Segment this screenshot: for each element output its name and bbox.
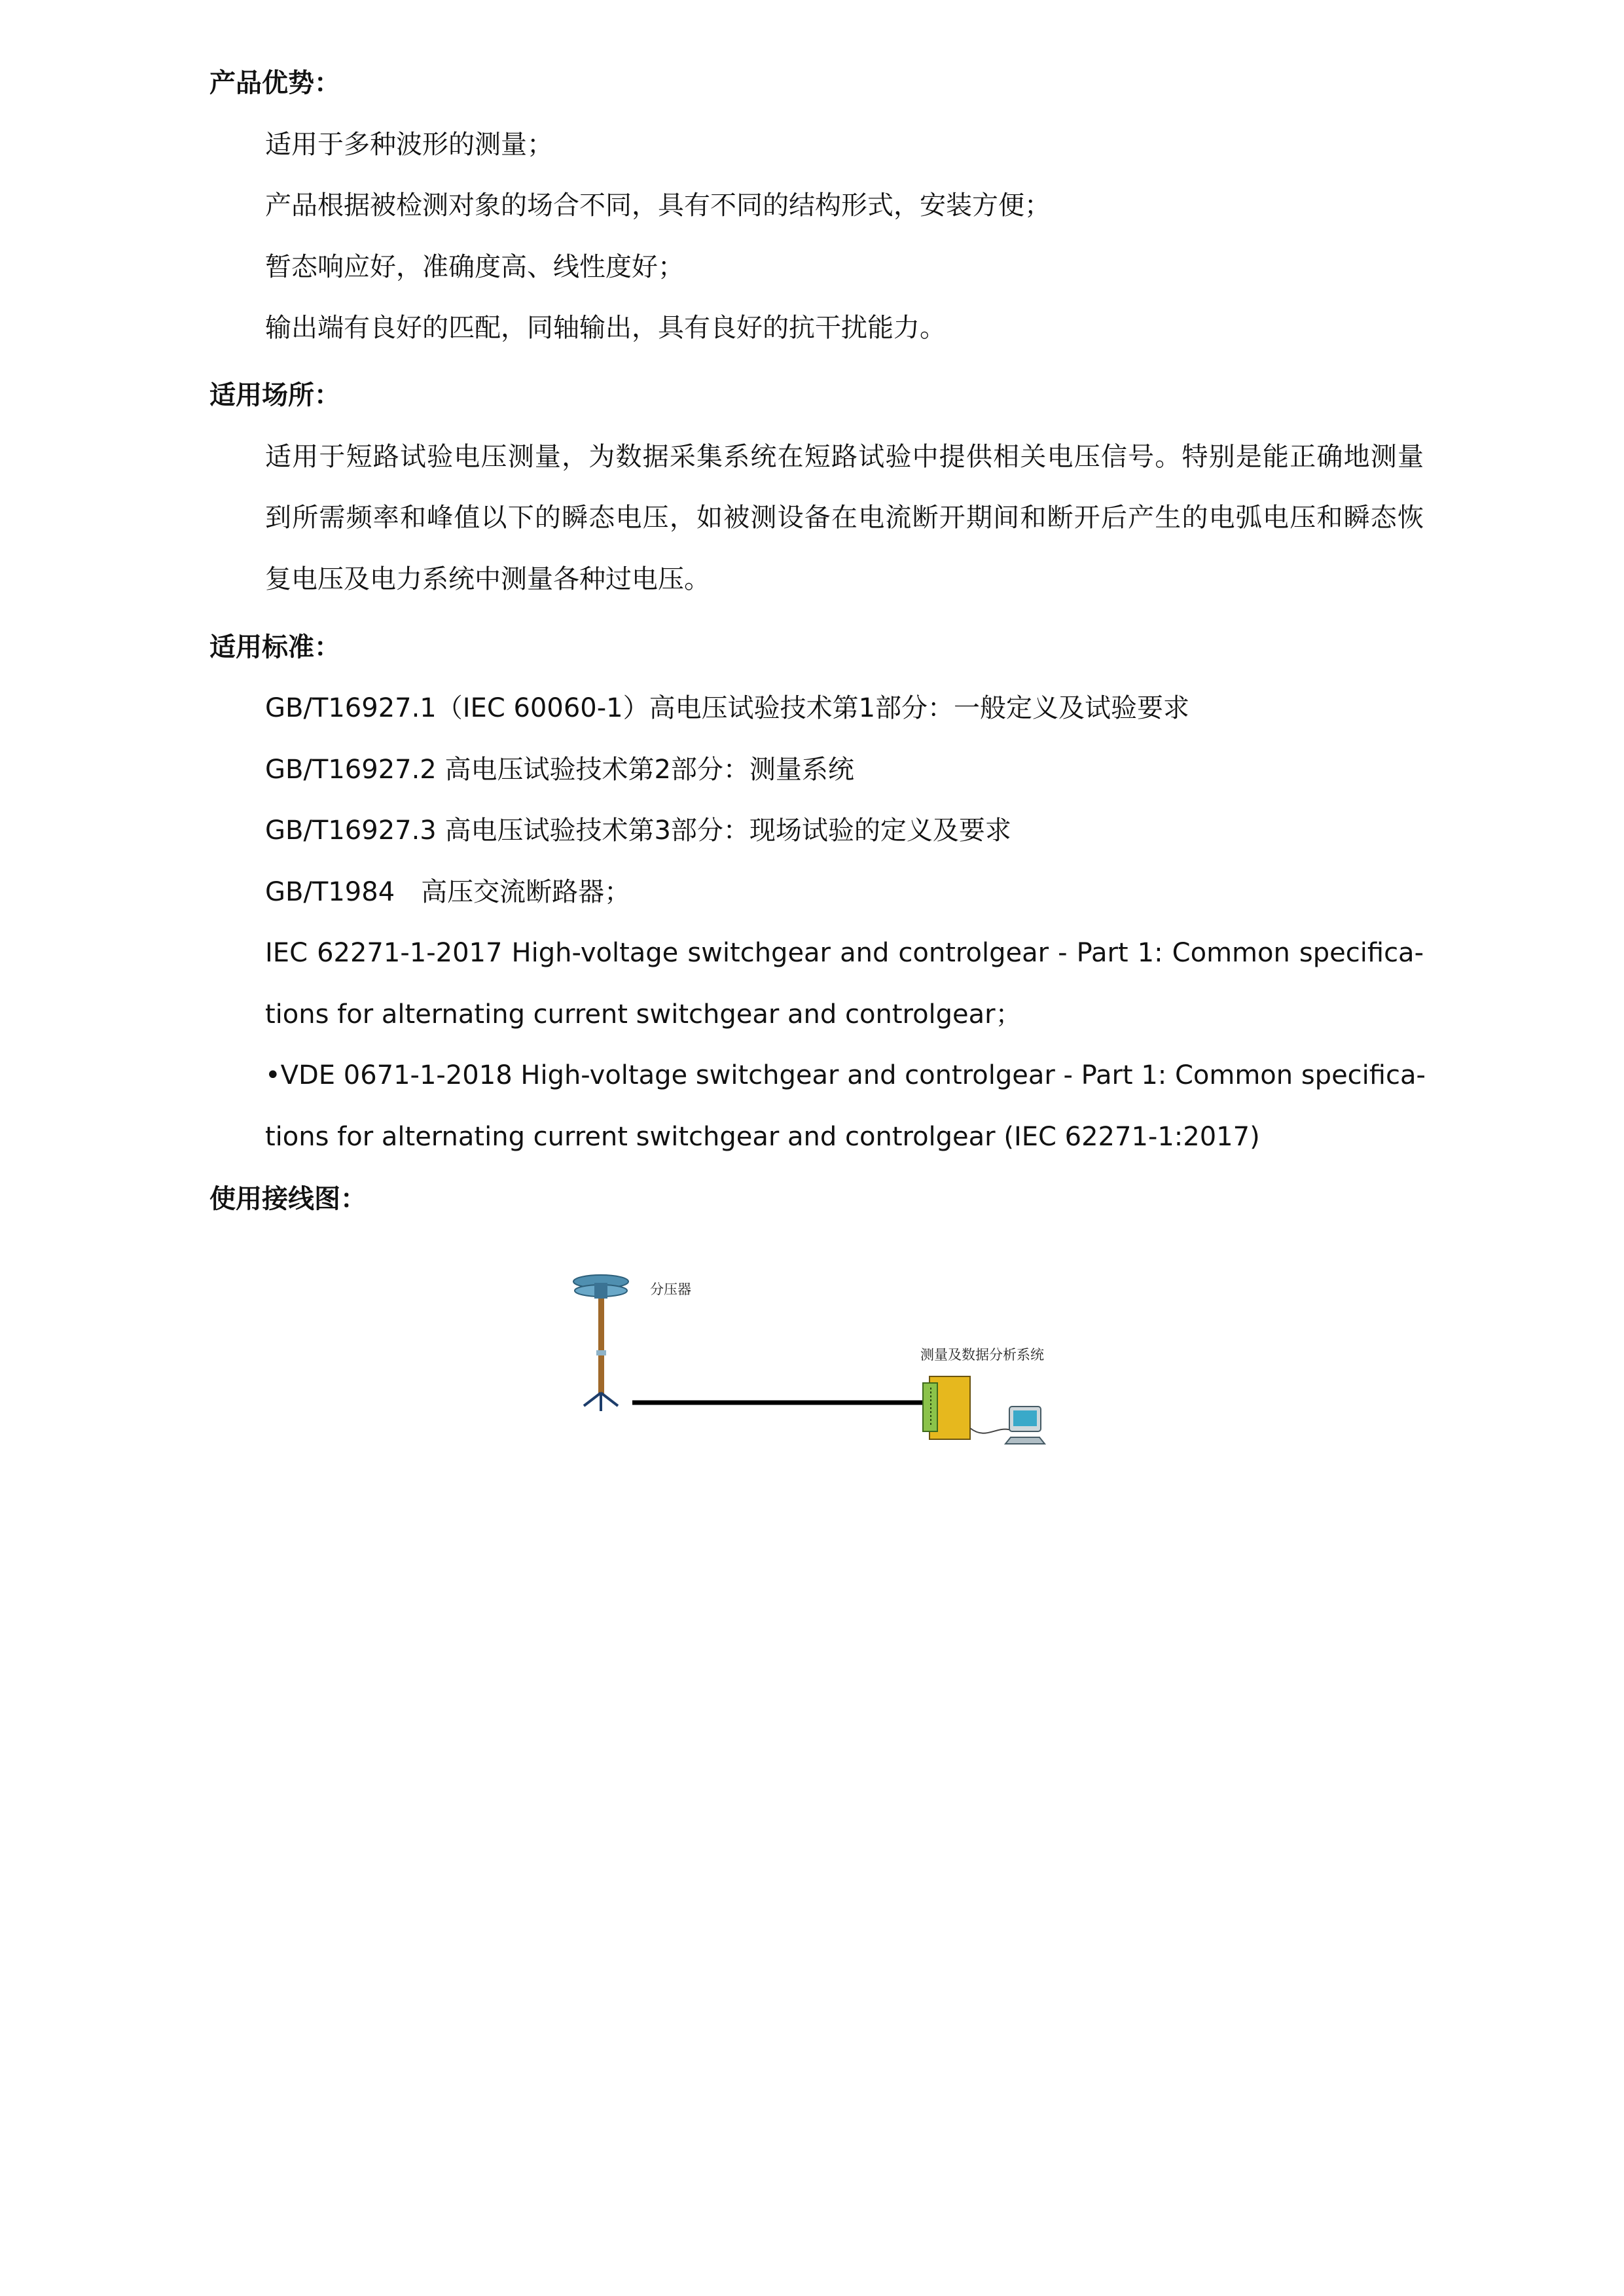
standard-item: GB/T1984 高压交流断路器； [265, 877, 631, 907]
section-heading-advantages: 产品优势： [209, 68, 340, 98]
standard-item: GB/T16927.3 高电压试验技术第3部分：现场试验的定义及要求 [265, 816, 1011, 846]
divider-pole [598, 1296, 604, 1394]
application-line: 到所需频率和峰值以下的瞬态电压，如被测设备在电流断开期间和断开后产生的电弧电压和瞬态恢 [265, 503, 1424, 533]
standard-item: GB/T16927.2 高电压试验技术第2部分：测量系统 [265, 755, 854, 785]
section-heading-wiring: 使用接线图： [209, 1184, 367, 1214]
standard-item: •VDE 0671-1-2018 High-voltage switchgear and controlgear - Part 1: Common specifica- [265, 1060, 1426, 1090]
advantage-item: 输出端有良好的匹配，同轴输出，具有良好的抗干扰能力。 [265, 313, 946, 343]
divider-head [594, 1283, 607, 1299]
pc-cable [970, 1428, 1013, 1433]
application-line: 适用于短路试验电压测量，为数据采集系统在短路试验中提供相关电压信号。特别是能正确地测量 [265, 442, 1424, 472]
section-heading-standards: 适用标准： [209, 632, 340, 662]
section-heading-applications: 适用场所： [209, 380, 340, 410]
divider-tripod [584, 1393, 618, 1411]
divider-label: 分压器 [650, 1282, 691, 1297]
standard-item-continued: tions for alternating current switchgear and controlgear； [265, 999, 1022, 1030]
system-label: 测量及数据分析系统 [920, 1347, 1044, 1363]
standard-item: IEC 62271-1-2017 High-voltage switchgear and controlgear - Part 1: Common specifica- [265, 938, 1424, 968]
advantage-item: 适用于多种波形的测量； [265, 130, 553, 160]
standard-item: GB/T16927.1（IEC 60060-1）高电压试验技术第1部分：一般定义及试验要求 [265, 693, 1190, 723]
measurement-system [923, 1376, 970, 1439]
voltage-divider [573, 1275, 628, 1411]
advantage-item: 产品根据被检测对象的场合不同，具有不同的结构形式，安装方便； [265, 190, 1051, 221]
application-line: 复电压及电力系统中测量各种过电压。 [265, 564, 710, 594]
keyboard [1005, 1437, 1045, 1444]
standard-item-continued: tions for alternating current switchgear and controlgear (IEC 62271-1:2017) [265, 1122, 1260, 1152]
monitor-screen [1013, 1410, 1037, 1426]
advantage-item: 暂态响应好，准确度高、线性度好； [265, 252, 684, 282]
divider-joint [596, 1350, 606, 1355]
wiring-diagram [563, 1257, 1087, 1492]
computer-icon [1005, 1407, 1045, 1444]
